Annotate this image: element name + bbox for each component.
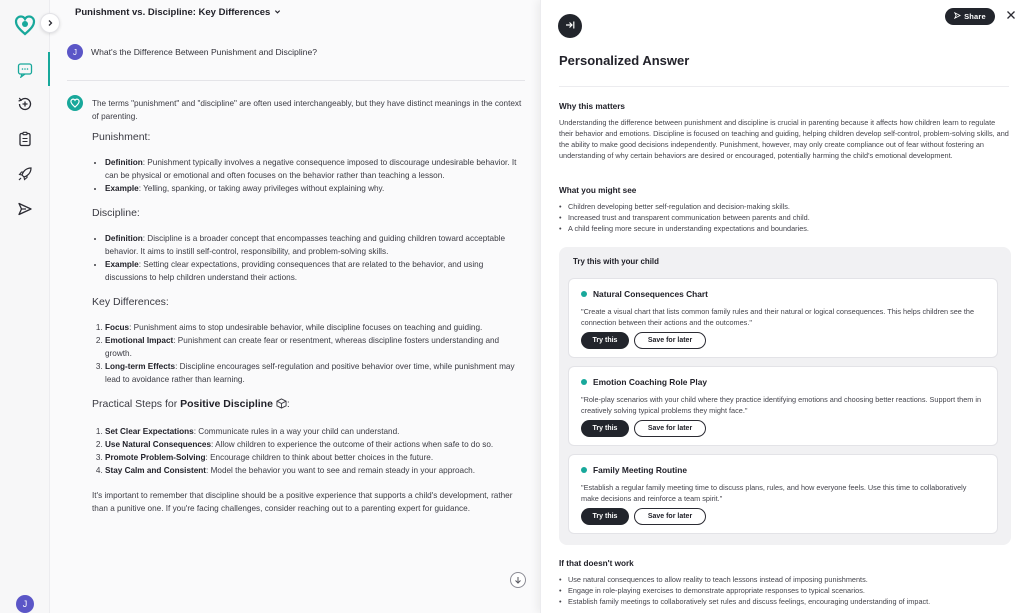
list-item [105,464,524,477]
card-header [581,465,687,475]
cube-icon [276,398,287,413]
try-this-section [559,247,1011,545]
answer-intro: The terms "punishment" and "discipline" are often used interchangeably, but they have distinct meanings in the context of parenting. [92,99,522,121]
item-text: : Communicate rules in a way your child can understand. [193,427,400,436]
item-label: Definition [105,234,143,243]
item-label: Stay Calm and Consistent [105,466,207,475]
close-icon [1006,7,1016,25]
personalized-answer-panel [540,0,1024,613]
list-item [105,451,524,464]
list-item: • Use natural consequences to allow reality to teach lessons instead of imposing punishments. [559,574,1011,585]
fail-title: If that doesn't work [559,559,634,568]
discipline-list [105,232,524,284]
panel-title: Personalized Answer [559,53,690,68]
punishment-list [105,156,524,195]
list-item [105,360,524,386]
item-text: : Punishment aims to stop undesirable behavior, while discipline focuses on teaching and guiding. [129,323,483,332]
clipboard-icon[interactable] [15,129,35,149]
heading-bold: Positive Discipline [180,398,273,410]
item-label: Promote Problem-Solving [105,453,206,462]
see-title: What you might see [559,186,637,195]
item-text: : Setting clear expectations, providing consequences that are related to the behavior, and using discussions to help children understand their actions. [105,260,484,282]
card-title: Family Meeting Routine [593,465,687,475]
list-item [105,425,524,438]
item-text: : Punishment typically involves a negative consequence imposed to discourage undesirable behavior. It can be physical or emotional and often focuses on the behavior rather than teaching a lesson. [105,158,517,180]
status-dot-icon [581,467,587,473]
heading-prefix: Practical Steps for [92,398,181,410]
divider [559,86,1009,87]
item-label: Set Clear Expectations [105,427,194,436]
expand-sidebar-button[interactable] [40,13,60,33]
nav-rail [0,0,50,613]
divider [67,80,525,81]
activity-card [568,454,998,534]
item-label: Example [105,260,139,269]
list-item [105,156,524,182]
assistant-avatar-icon [67,95,83,111]
rocket-icon[interactable] [15,164,35,184]
user-message [67,44,317,60]
try-title: Try this with your child [573,257,659,266]
list-item [105,232,524,258]
item-label: Long-term Effects [105,362,176,371]
see-list [559,201,1011,234]
chat-area [50,0,540,613]
item-text: : Encourage children to think about better choices in the future. [205,453,434,462]
heading-suffix: : [286,398,290,410]
chevron-down-icon [274,7,281,18]
conversation-title-dropdown[interactable] [75,7,281,18]
chat-icon[interactable] [15,60,35,80]
section-heading [92,398,524,413]
conversation-title: Punishment vs. Discipline: Key Differences [75,7,271,18]
collapse-panel-button[interactable] [558,14,582,38]
answer-closing: It's important to remember that discipline should be a positive experience that supports a child's development, rather than a punitive one. If you're facing challenges, consider reaching out to a parenting expert for guidance. [92,491,513,513]
item-label: Use Natural Consequences [105,440,212,449]
send-icon[interactable] [15,199,35,219]
item-label: Definition [105,158,143,167]
list-item: • Increased trust and transparent communication between parents and child. [559,212,1011,223]
item-label: Example [105,184,139,193]
item-text: : Discipline encourages self-regulation and positive behavior over time, while punishment may lead to avoidance rather than learning. [105,362,515,384]
list-item: • A child feeling more secure in understanding expectations and boundaries. [559,223,1011,234]
list-item: • Children developing better self-regulation and decision-making skills. [559,201,1011,212]
assistant-answer [92,97,524,523]
share-button[interactable] [945,8,995,25]
steps-list [105,425,524,477]
list-item [105,258,524,284]
status-dot-icon [581,379,587,385]
card-title: Natural Consequences Chart [593,289,708,299]
item-text: : Yelling, spanking, or taking away privileges without explaining why. [138,184,385,193]
item-label: Focus [105,323,130,332]
differences-list [105,321,524,386]
add-circle-icon[interactable] [15,94,35,114]
status-dot-icon [581,291,587,297]
try-this-button[interactable]: Try this [581,332,629,349]
card-description: "Create a visual chart that lists common family rules and their natural or logical consequences. This helps children see the connection between their actions and the outcomes." [581,307,975,327]
collapse-right-icon [565,17,575,35]
item-text: : Discipline is a broader concept that encompasses teaching and guiding children toward acceptable behavior. It aims to instill self-control, responsibility, and problem-solving skills. [105,234,506,256]
card-header [581,377,707,387]
activity-card [568,366,998,446]
why-title: Why this matters [559,102,625,111]
card-title: Emotion Coaching Role Play [593,377,708,387]
save-for-later-button[interactable]: Save for later [634,420,706,437]
share-icon [954,12,961,21]
card-description: "Establish a regular family meeting time to discuss plans, rules, and how everyone feels. Use this time to collaboratively make decisions and reinforce a team spirit." [581,483,967,503]
list-item [105,321,524,334]
list-item [105,182,524,195]
item-label: Emotional Impact [105,336,174,345]
scroll-down-button[interactable] [510,572,526,588]
arrow-down-icon [514,571,522,589]
chevron-right-icon [46,14,54,32]
save-for-later-button[interactable]: Save for later [634,508,706,525]
item-text: : Model the behavior you want to see and remain steady in your approach. [206,466,475,475]
save-for-later-button[interactable]: Save for later [634,332,706,349]
try-this-button[interactable]: Try this [581,508,629,525]
user-question: What's the Difference Between Punishment and Discipline? [91,47,317,57]
fail-list [559,574,1011,607]
item-text: : Allow children to experience the outcome of their actions when safe to do so. [211,440,494,449]
card-description: "Role-play scenarios with your child where they practice identifying emotions and choosing better reactions. Support them in creatively solving typical problems they might face." [581,395,982,415]
list-item: • Establish family meetings to collaboratively set rules and discuss feelings, encouraging understanding of impact. [559,596,1011,607]
card-header [581,289,708,299]
avatar[interactable]: J [16,595,34,613]
avatar: J [67,44,83,60]
item-text: : Punishment can create fear or resentment, whereas discipline fosters understanding and growth. [105,336,500,358]
why-body: Understanding the difference between punishment and discipline is crucial in parenting because it affects how children learn to regulate their behavior and emotions. Discipline is focused on teaching and guiding, helping children develop self-control, problem-solving skills, and the ability to make good decisions independently. Punishment, however, may only create compliance out of fear without fostering an understanding of why certain behaviors are desired or encouraged, potentially harming the child's emotional development. [559,118,1009,160]
section-heading: Key Differences: [92,296,169,308]
list-item [105,334,524,360]
share-label: Share [964,12,986,21]
logo-icon[interactable] [14,14,36,36]
list-item: • Engage in role-playing exercises to demonstrate appropriate responses to typical scenarios. [559,585,1011,596]
section-heading: Punishment: [92,131,151,143]
activity-card [568,278,998,358]
section-heading: Discipline: [92,207,140,219]
list-item [105,438,524,451]
close-button[interactable] [1004,9,1018,23]
try-this-button[interactable]: Try this [581,420,629,437]
